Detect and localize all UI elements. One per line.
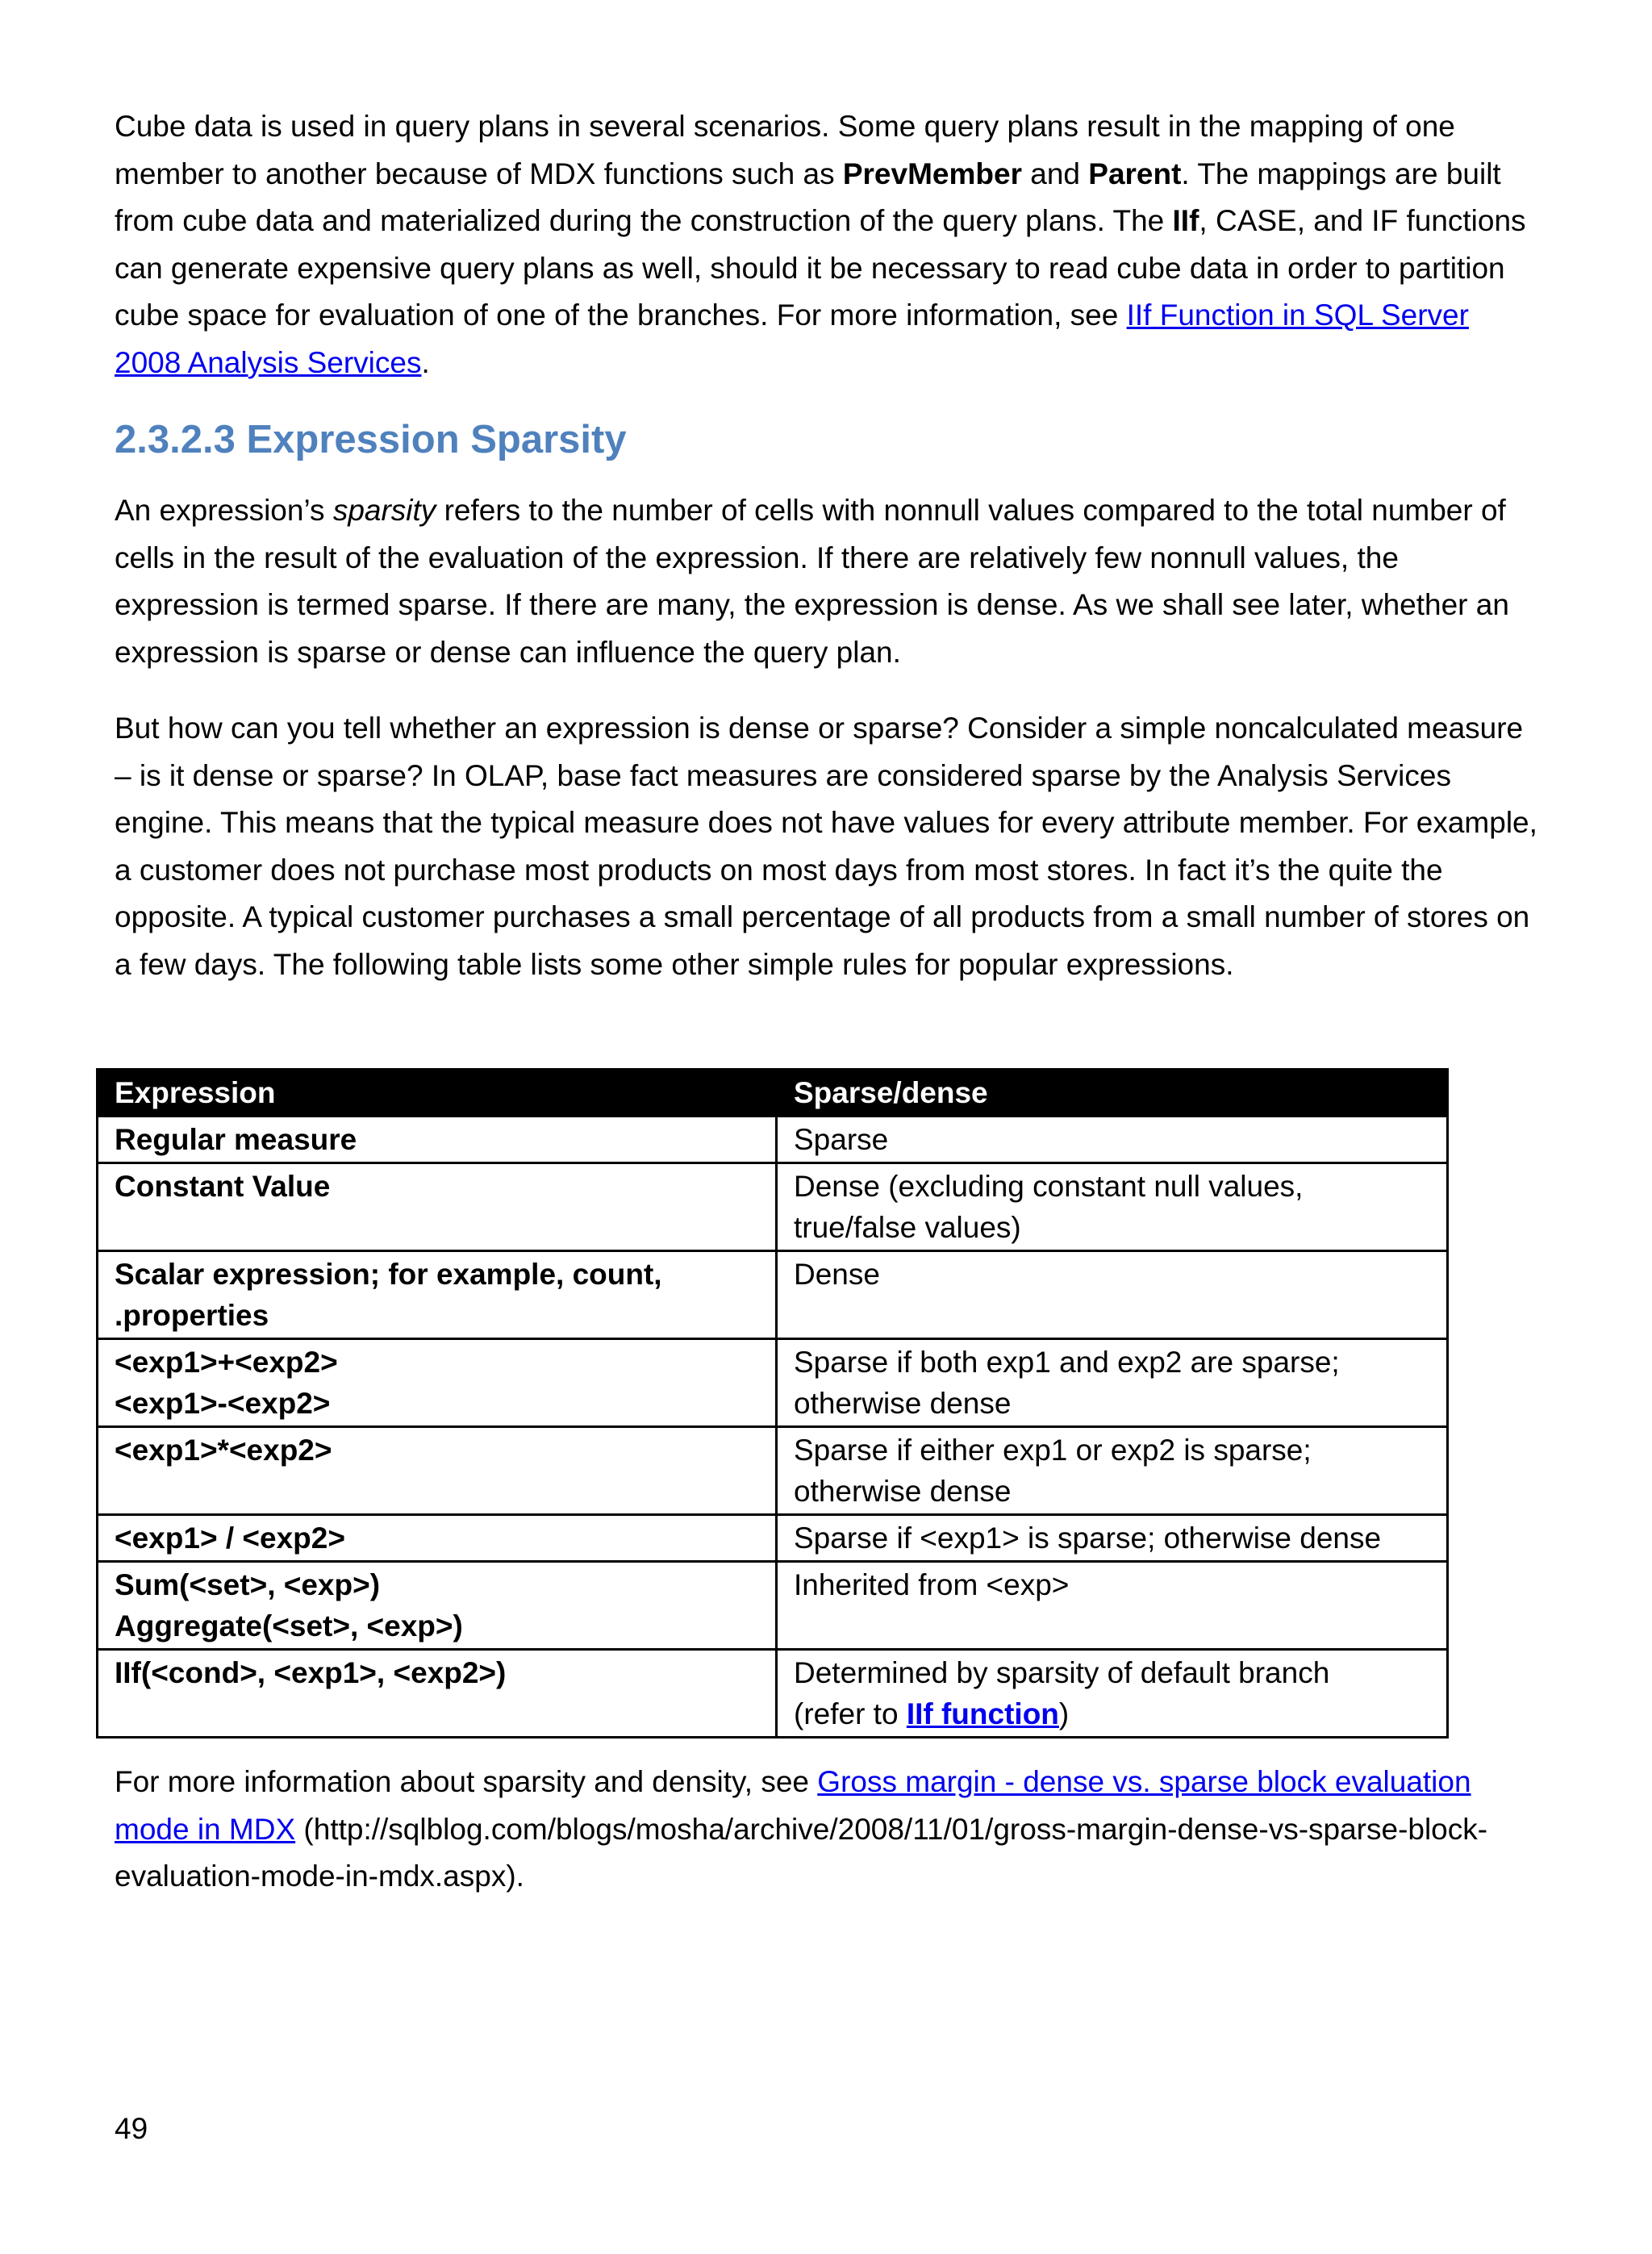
sparsity-cell: Dense (excluding constant null values, true/false values) xyxy=(777,1163,1448,1251)
sparsity-rules-table xyxy=(96,1068,1449,1739)
table-row xyxy=(98,1251,1448,1339)
expression-cell: <exp1> / <exp2> xyxy=(98,1515,777,1562)
table-header-row xyxy=(98,1070,1448,1117)
expression-cell: Scalar expression; for example, count, .properties xyxy=(98,1251,777,1339)
header-expression: Expression xyxy=(98,1070,777,1117)
iif-function-link[interactable]: IIf Function in SQL Server 2008 Analysis Services xyxy=(115,298,1469,379)
prevmember-term: PrevMember xyxy=(842,157,1022,190)
expression-cell: <exp1>*<exp2> xyxy=(98,1427,777,1515)
table-row xyxy=(98,1163,1448,1251)
parent-term: Parent xyxy=(1088,157,1182,190)
sparsity-cell: Determined by sparsity of default branch (refer to IIf function) xyxy=(777,1650,1448,1738)
table-row xyxy=(98,1117,1448,1163)
expression-cell: Sum(<set>, <exp>) Aggregate(<set>, <exp>) xyxy=(98,1562,777,1650)
gross-margin-link[interactable]: Gross margin - dense vs. sparse block evaluation mode in MDX xyxy=(115,1765,1471,1846)
table-row xyxy=(98,1339,1448,1427)
table-row xyxy=(98,1650,1448,1738)
sparsity-term: sparsity xyxy=(332,494,436,527)
iif-function-table-link[interactable]: IIf function xyxy=(906,1697,1059,1730)
table-row xyxy=(98,1427,1448,1515)
header-sparse-dense: Sparse/dense xyxy=(777,1070,1448,1117)
expression-cell: Constant Value xyxy=(98,1163,777,1251)
sparsity-cell: Inherited from <exp> xyxy=(777,1562,1448,1650)
paragraph-query-plans: Cube data is used in query plans in several scenarios. Some query plans result in the mapping of one member to another because of MDX functions such as PrevMember and Parent. The mappings are built from cube data and materialized during the construction of the query plans. The IIf, CASE, and IF functions can generate expensive query plans as well, should it be necessary to read cube data in order to partition cube space for evaluation of one of the branches. For more information, see IIf Function in SQL Server 2008 Analysis Services. xyxy=(115,110,1526,379)
sparsity-cell: Sparse if either exp1 or exp2 is sparse; otherwise dense xyxy=(777,1427,1448,1515)
paragraph-dense-or-sparse: But how can you tell whether an expression is dense or sparse? Consider a simple noncalculated measure – is it dense or sparse? In OLAP, base fact measures are considered sparse by the Analysis Services engine. This means that the typical measure does not have values for every attribute member. For example, a customer does not purchase most products on most days from most stores. In fact it’s the quite the opposite. A typical customer purchases a small percentage of all products from a small number of stores on a few days. The following table lists some other simple rules for popular expressions. xyxy=(115,712,1537,981)
sparsity-cell: Sparse if <exp1> is sparse; otherwise dense xyxy=(777,1515,1448,1562)
section-heading: 2.3.2.3 Expression Sparsity xyxy=(115,418,627,461)
paragraph-more-information: For more information about sparsity and density, see Gross margin - dense vs. sparse block evaluation mode in MDX (http://sqlblog.com/blogs/mosha/archive/2008/11/01/gross-margin-dense-vs-sparse-block-evaluation-mode-in-mdx.aspx). xyxy=(115,1765,1488,1893)
page-number: 49 xyxy=(115,2112,148,2145)
expression-cell: Regular measure xyxy=(98,1117,777,1163)
iif-term: IIf xyxy=(1172,204,1199,237)
sparsity-cell: Sparse if both exp1 and exp2 are sparse; otherwise dense xyxy=(777,1339,1448,1427)
table-row xyxy=(98,1562,1448,1650)
paragraph-sparsity-definition: An expression’s sparsity refers to the number of cells with nonnull values compared to the total number of cells in the result of the evaluation of the expression. If there are relatively few nonnull values, the expression is termed sparse. If there are many, the expression is dense. As we shall see later, whether an expression is sparse or dense can influence the query plan. xyxy=(115,494,1509,669)
expression-cell: IIf(<cond>, <exp1>, <exp2>) xyxy=(98,1650,777,1738)
table-row xyxy=(98,1515,1448,1562)
expression-cell: <exp1>+<exp2> <exp1>-<exp2> xyxy=(98,1339,777,1427)
sparsity-cell: Sparse xyxy=(777,1117,1448,1163)
sparsity-cell: Dense xyxy=(777,1251,1448,1339)
